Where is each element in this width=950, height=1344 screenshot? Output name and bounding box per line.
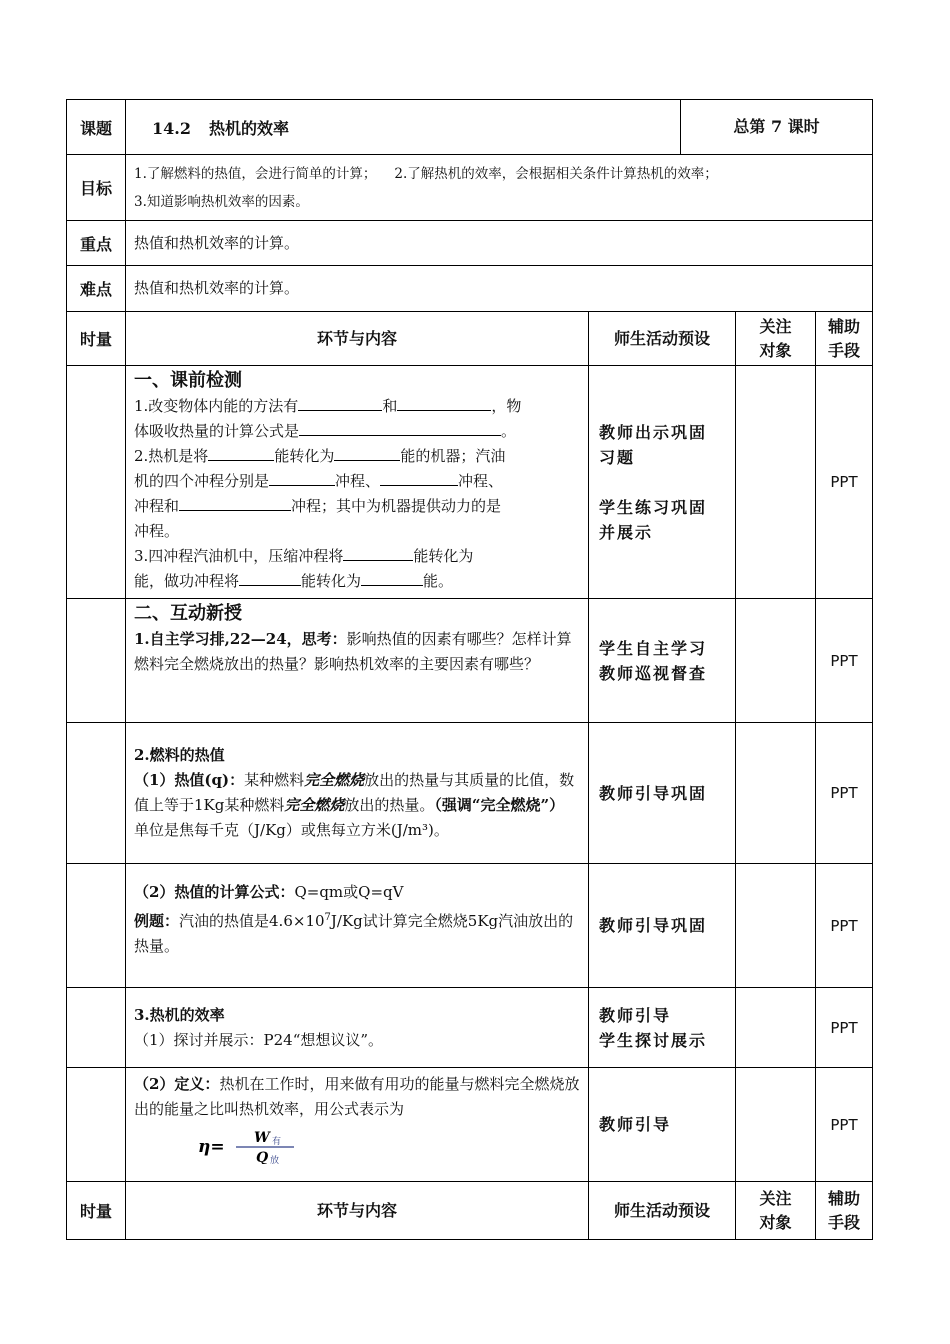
table-row xyxy=(67,723,873,864)
answer-blank[interactable] xyxy=(299,419,501,436)
discussion-text: （1）探讨并展示：P24“想想议议”。 xyxy=(134,1030,384,1049)
formula-denominator: Q xyxy=(256,1150,269,1164)
col-focus-2: 对象 xyxy=(759,340,792,360)
q2-text: 能的机器；汽油 xyxy=(400,447,506,465)
activity-cell xyxy=(589,366,736,599)
content-cell xyxy=(126,366,589,599)
q2-text: 机的四个冲程分别是 xyxy=(134,472,270,490)
goals-row xyxy=(67,155,873,221)
table-row xyxy=(67,988,873,1068)
aux-cell: PPT xyxy=(816,988,873,1068)
key-point-text: 热值和热机效率的计算。 xyxy=(126,221,873,266)
activity-text: 习题 xyxy=(599,447,636,467)
col-aux xyxy=(816,312,873,366)
time-cell xyxy=(67,1068,126,1182)
aux-cell: PPT xyxy=(816,366,873,599)
q2-text: 冲程。 xyxy=(134,522,180,540)
col-content: 环节与内容 xyxy=(126,1182,589,1240)
col-aux-2: 手段 xyxy=(828,340,861,360)
q1-text: 体吸收热量的计算公式是 xyxy=(134,422,300,440)
col-focus xyxy=(736,1182,816,1240)
col-focus-1: 关注 xyxy=(759,316,792,336)
focus-cell xyxy=(736,599,816,723)
col-aux-2: 手段 xyxy=(828,1212,861,1232)
q1-text: 和 xyxy=(382,397,398,415)
emphasis-note: （强调“完全燃烧”） xyxy=(434,796,565,814)
activity-cell: 教师引导巩固 xyxy=(589,723,736,864)
content-cell xyxy=(126,988,589,1068)
example-label: 例题： xyxy=(134,912,180,930)
col-activity: 师生活动预设 xyxy=(589,312,736,366)
q3-text: 能。 xyxy=(423,572,454,590)
difficulty-text: 热值和热机效率的计算。 xyxy=(126,266,873,312)
activity-cell xyxy=(589,599,736,723)
definition-emphasis: 完全燃烧 xyxy=(284,796,345,814)
content-cell xyxy=(126,864,589,988)
col-aux-1: 辅助 xyxy=(828,1188,861,1208)
lesson-plan-page xyxy=(66,99,872,1240)
answer-blank[interactable] xyxy=(334,444,400,461)
answer-blank[interactable] xyxy=(179,494,291,511)
activity-cell: 教师引导巩固 xyxy=(589,864,736,988)
focus-cell xyxy=(736,988,816,1068)
aux-cell: PPT xyxy=(816,1068,873,1182)
q2-text: 冲程和 xyxy=(134,497,180,515)
q3-text: 能转化为 xyxy=(301,572,362,590)
q1-text: ，物 xyxy=(491,397,522,415)
answer-blank[interactable] xyxy=(269,469,335,486)
course-row xyxy=(67,100,873,155)
col-focus-1: 关注 xyxy=(759,1188,792,1208)
column-header-row-repeat xyxy=(67,1182,873,1240)
difficulty-label: 难点 xyxy=(67,266,126,312)
activity-text: 教师出示巩固 xyxy=(599,422,708,442)
definition-text: 某种燃料 xyxy=(244,771,305,789)
q3-text: 能转化为 xyxy=(413,547,474,565)
course-title-cell xyxy=(126,100,681,155)
q2-text: 2.热机是将 xyxy=(134,447,209,465)
definition-text: 放出的热量。 xyxy=(344,796,435,814)
col-time: 时量 xyxy=(67,312,126,366)
q1-text: 1.改变物体内能的方法有 xyxy=(134,397,299,415)
section-title: 一、课前检测 xyxy=(134,370,242,391)
q2-text: 冲程、 xyxy=(458,472,504,490)
time-cell xyxy=(67,723,126,864)
aux-cell: PPT xyxy=(816,723,873,864)
activity-text: 并展示 xyxy=(599,522,654,542)
focus-cell xyxy=(736,723,816,864)
unit-text: 单位是焦每千克（J/Kg）或焦每立方米(J/m³)。 xyxy=(134,821,449,839)
col-activity: 师生活动预设 xyxy=(589,1182,736,1240)
formula-label: （2）热值的计算公式： xyxy=(134,883,295,901)
formula-denominator-sub: 放 xyxy=(270,1156,280,1164)
goal-3: 3.知道影响热机效率的因素。 xyxy=(134,193,309,210)
activity-cell xyxy=(589,988,736,1068)
col-aux xyxy=(816,1182,873,1240)
lesson-plan-table xyxy=(66,99,873,1240)
goals-cell xyxy=(126,155,873,221)
formula-eta: η= xyxy=(198,1137,225,1157)
think-heading: 1.自主学习排,22—24，思考： xyxy=(134,630,347,648)
time-cell xyxy=(67,366,126,599)
col-time: 时量 xyxy=(67,1182,126,1240)
course-number: 14.2 xyxy=(152,118,191,138)
subsection-title: 2.燃料的热值 xyxy=(134,746,225,764)
q2-text: 能转化为 xyxy=(274,447,335,465)
time-cell xyxy=(67,599,126,723)
goals-label: 目标 xyxy=(67,155,126,221)
example-text: 汽油的热值是4.6×10 xyxy=(179,912,325,930)
table-row xyxy=(67,864,873,988)
answer-blank[interactable] xyxy=(380,469,458,486)
time-cell xyxy=(67,864,126,988)
difficulty-row xyxy=(67,266,873,312)
activity-text: 学生探讨展示 xyxy=(599,1030,708,1050)
column-header-row xyxy=(67,312,873,366)
content-cell xyxy=(126,1068,589,1182)
course-title: 热机的效率 xyxy=(208,118,289,138)
definition-text: 热机在工作时，用来做有用功的能量与燃料完全燃烧放出的能量之比叫热机效率，用公式表示为 xyxy=(134,1075,580,1118)
definition-label: （2）定义： xyxy=(134,1075,220,1093)
goal-1: 1.了解燃料的热值，会进行简单的计算； xyxy=(134,165,377,182)
col-focus-2: 对象 xyxy=(759,1212,792,1232)
definition-label: （1）热值(q)： xyxy=(134,771,245,789)
answer-blank[interactable] xyxy=(397,394,491,411)
content-cell xyxy=(126,599,589,723)
activity-text: 教师巡视督查 xyxy=(599,663,708,683)
col-aux-1: 辅助 xyxy=(828,316,861,336)
section-title: 二、互动新授 xyxy=(134,603,242,624)
formula-numerator: W xyxy=(254,1130,270,1146)
activity-text: 学生练习巩固 xyxy=(599,497,708,517)
q3-text: 能，做功冲程将 xyxy=(134,572,240,590)
aux-cell: PPT xyxy=(816,599,873,723)
formula-text: Q=qm或Q=qV xyxy=(294,883,404,901)
subsection-title: 3.热机的效率 xyxy=(134,1005,225,1024)
aux-cell: PPT xyxy=(816,864,873,988)
answer-blank[interactable] xyxy=(361,569,423,586)
col-focus xyxy=(736,312,816,366)
activity-text: 学生自主学习 xyxy=(599,638,708,658)
table-row xyxy=(67,366,873,599)
content-cell xyxy=(126,723,589,864)
focus-cell xyxy=(736,864,816,988)
q2-text: 冲程、 xyxy=(335,472,381,490)
q1-text: 。 xyxy=(501,422,517,440)
answer-blank[interactable] xyxy=(343,544,413,561)
formula-numerator-sub: 有 xyxy=(272,1137,282,1147)
activity-text: 教师引导 xyxy=(599,1005,672,1025)
key-point-label: 重点 xyxy=(67,221,126,266)
q2-text: 冲程；其中为机器提供动力的是 xyxy=(291,497,502,515)
key-point-row xyxy=(67,221,873,266)
example-text: J/Kg试计算完全燃烧5Kg汽油放出的热量。 xyxy=(134,912,574,955)
table-row xyxy=(67,1068,873,1182)
think-text: 影响热值的因素有哪些？怎样计算燃料完全燃烧放出的热量？影响热机效率的主要因素有哪些？ xyxy=(134,630,572,673)
col-content: 环节与内容 xyxy=(126,312,589,366)
lesson-count: 总第 7 课时 xyxy=(681,100,873,155)
q3-text: 3.四冲程汽油机中，压缩冲程将 xyxy=(134,547,344,565)
goal-2: 2.了解热机的效率，会根据相关条件计算热机的效率； xyxy=(394,165,718,182)
focus-cell xyxy=(736,1068,816,1182)
efficiency-formula-graphic xyxy=(196,1128,306,1164)
example-exponent: 7 xyxy=(324,912,331,923)
table-row xyxy=(67,599,873,723)
answer-blank[interactable] xyxy=(298,394,382,411)
activity-cell: 教师引导 xyxy=(589,1068,736,1182)
answer-blank[interactable] xyxy=(208,444,274,461)
definition-text: 放出的热量与其质量的比值，数值上等于1Kg某种燃料 xyxy=(134,771,575,814)
definition-emphasis: 完全燃烧 xyxy=(304,771,365,789)
answer-blank[interactable] xyxy=(239,569,301,586)
course-label: 课题 xyxy=(67,100,126,155)
time-cell xyxy=(67,988,126,1068)
focus-cell xyxy=(736,366,816,599)
efficiency-formula xyxy=(196,1128,580,1162)
